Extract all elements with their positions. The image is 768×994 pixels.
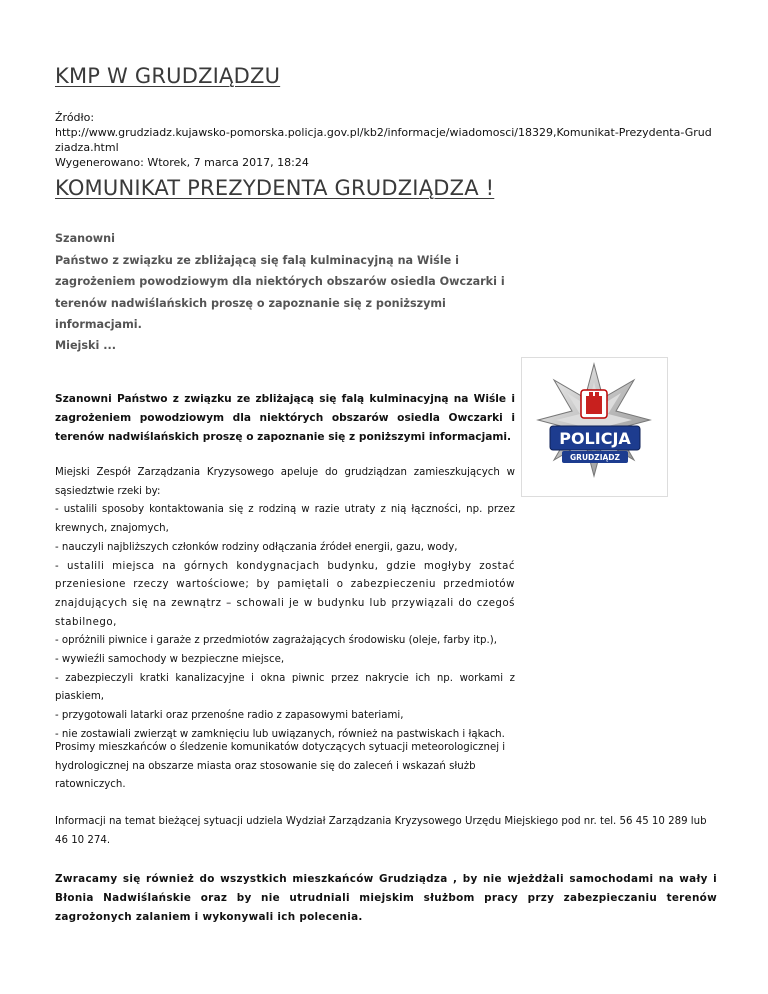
- badge-city: GRUDZIĄDZ: [570, 453, 620, 462]
- info-paragraph: Informacji na temat bieżącej sytuacji udziela Wydział Zarządzania Kryzysowego Urzędu Miejskiego pod nr. tel. 56 45 10 289 lub 46 10 274.: [55, 816, 707, 846]
- appeal-line: - nie zostawiali zwierząt w zamknięciu lub uwiązanych, również na pastwiskach i łąkach.: [55, 728, 505, 740]
- police-star-icon: [522, 358, 667, 496]
- appeal-line: - ustalili miejsca na górnych kondygnacjach budynku, gdzie mogłyby zostać przeniesione rzeczy wartościowe; by pamiętali o zabezpieczeniu przedmiotów znajdujących się na zewnątrz – schowali je w budynku lub przywiązali do czegoś stabilnego,: [55, 560, 515, 628]
- site-title[interactable]: KMP W GRUDZIĄDZU: [55, 64, 281, 88]
- request-paragraph: Prosimy mieszkańców o śledzenie komunikatów dotyczących sytuacji meteorologicznej i hydrologicznej na obszarze miasta oraz stosowanie się do zaleceń i wskazań służb ratowniczych.: [55, 742, 506, 791]
- source-label: Źródło:: [55, 111, 95, 124]
- appeal-line: - nauczyli najbliższych członków rodziny odłączania źródeł energii, gazu, wody,: [55, 541, 458, 553]
- badge-word: POLICJA: [559, 429, 631, 448]
- generated-date: Wygenerowano: Wtorek, 7 marca 2017, 18:24: [55, 156, 309, 169]
- appeal-list: [55, 464, 515, 745]
- appeal-line: - zabezpieczyli kratki kanalizacyjne i okna piwnic przez nakrycie ich np. workami z piaskiem,: [55, 672, 515, 703]
- lead-text: Szanowni Państwo z związku ze zbliżającą się falą kulminacyjną na Wiśle i zagrożeniem powodziowym dla niektórych obszarów osiedla Owczarki i terenów nadwiślańskich proszę o zapoznanie się z poniższymi informacjami.: [55, 232, 505, 331]
- appeal-line: Miejski Zespół Zarządzania Kryzysowego apeluje do grudziądzan zamieszkujących w sąsiedztwie rzeki by:: [55, 467, 515, 497]
- article-title[interactable]: KOMUNIKAT PREZYDENTA GRUDZIĄDZA !: [55, 176, 495, 200]
- lead-more: Miejski ...: [55, 339, 116, 352]
- appeal-line: - przygotowali latarki oraz przenośne radio z zapasowymi bateriami,: [55, 710, 404, 722]
- source-url[interactable]: http://www.grudziadz.kujawsko-pomorska.policja.gov.pl/kb2/informacje/wiadomosci/18329,Komunikat-Prezydenta-Grudziadza.html: [55, 126, 712, 154]
- source-meta: [55, 110, 717, 170]
- intro-bold-paragraph: Szanowni Państwo z związku ze zbliżającą się falą kulminacyjną na Wiśle i zagrożeniem powodziowym dla niektórych obszarów osiedla Owczarki i terenów nadwiślańskich proszę o zapoznanie się z poniższymi informacjami.: [55, 393, 515, 443]
- article-lead: [55, 228, 525, 336]
- appeal-line: - opróżnili piwnice i garaże z przedmiotów zagrażających środowisku (oleje, farby itp.),: [55, 635, 497, 647]
- police-badge-image: [521, 357, 668, 497]
- appeal-line: - ustalili sposoby kontaktowania się z rodziną w razie utraty z nią łączności, np. przez krewnych, znajomych,: [55, 504, 515, 535]
- closing-bold-paragraph: Zwracamy się również do wszystkich mieszkańców Grudziądza , by nie wjeżdżali samochodami na wały i Błonia Nadwiślańskie oraz by nie utrudniali miejskim służbom pracy przy zabezpieczaniu terenów zagrożonych zalaniem i wykonywali ich polecenia.: [55, 873, 717, 923]
- appeal-line: - wywieźli samochody w bezpieczne miejsce,: [55, 654, 285, 666]
